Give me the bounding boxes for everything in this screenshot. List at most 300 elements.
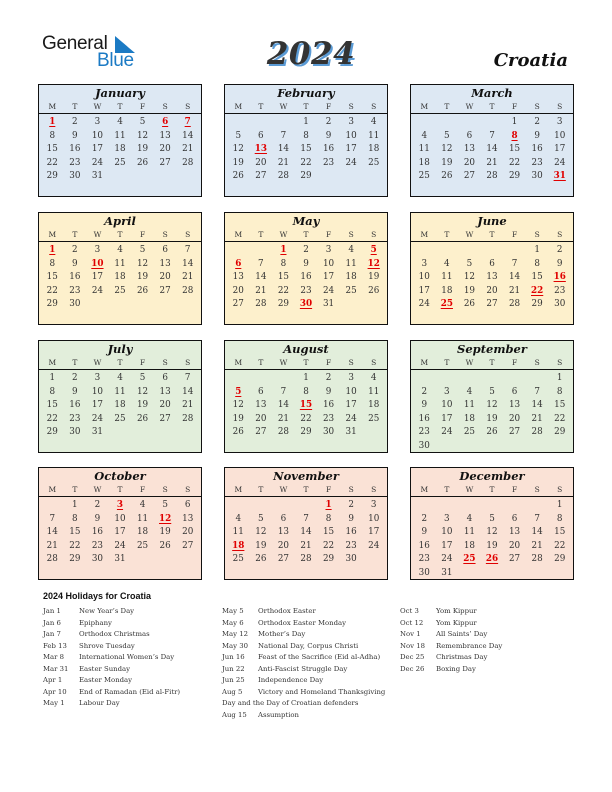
day: 10: [441, 527, 453, 538]
day: 9: [348, 513, 354, 524]
day: 19: [136, 272, 149, 283]
month-title: May: [292, 214, 320, 228]
day: 26: [255, 554, 267, 565]
day: 15: [69, 527, 81, 538]
holiday-day: 1: [280, 245, 287, 255]
weekday-label: M: [48, 485, 57, 494]
day: 23: [345, 540, 357, 551]
day-grid: [39, 242, 201, 312]
day: 25: [345, 285, 357, 296]
empty-cell: [250, 372, 273, 386]
empty-cell: [436, 116, 459, 130]
day: 22: [46, 157, 58, 168]
holiday-entry: [222, 618, 397, 630]
weekday-header-row: [225, 229, 387, 242]
day: 16: [69, 144, 81, 155]
day: 11: [441, 272, 453, 283]
day: 16: [69, 272, 81, 283]
month-title: November: [273, 469, 339, 483]
day: 6: [489, 258, 495, 269]
day: 7: [184, 245, 191, 255]
weekday-label: F: [511, 358, 518, 367]
day: 21: [255, 285, 267, 296]
day: 16: [69, 400, 81, 411]
weekday-label: F: [325, 485, 332, 494]
weekday-label: T: [258, 358, 264, 367]
holiday-name-continuation: Day and the Day of Croatian defenders: [222, 699, 359, 707]
holiday-day: 5: [235, 386, 242, 397]
day: 2: [325, 117, 332, 127]
logo-text-general: General: [42, 33, 108, 54]
day: 15: [300, 144, 312, 155]
day: 7: [184, 373, 191, 383]
day: 26: [368, 285, 380, 296]
day: 8: [49, 258, 56, 269]
weekday-label: M: [48, 102, 57, 111]
month-title: October: [94, 469, 146, 483]
holiday-name: Epiphany: [79, 618, 112, 627]
holiday-name: Victory and Homeland Thanksgiving: [258, 687, 386, 696]
day: 19: [486, 413, 498, 424]
day: 28: [300, 554, 312, 565]
day: 4: [117, 373, 123, 383]
day: 22: [322, 540, 335, 551]
empty-cell: [526, 499, 549, 513]
holiday-date: Jan 1: [43, 607, 61, 615]
day: 4: [117, 245, 123, 255]
day: 1: [556, 373, 563, 383]
day: 16: [531, 144, 543, 155]
day: 13: [182, 513, 194, 524]
day: 5: [162, 500, 168, 510]
empty-cell: [272, 499, 295, 513]
holiday-name: Assumption: [258, 710, 299, 719]
day: 19: [255, 540, 267, 551]
day: 8: [49, 386, 56, 397]
day: 24: [91, 413, 104, 424]
holiday-date: Mar 31: [43, 664, 69, 673]
day: 6: [162, 373, 168, 383]
day: 21: [277, 157, 290, 168]
empty-cell: [250, 244, 273, 258]
day: 20: [182, 527, 194, 538]
holidays-title: 2024 Holidays for Croatia: [43, 591, 152, 601]
day: 22: [46, 413, 58, 424]
day: 10: [554, 130, 566, 141]
holiday-entry: [222, 606, 397, 618]
month-title: August: [283, 342, 329, 356]
day: 31: [91, 171, 104, 182]
day: 11: [368, 386, 380, 397]
day: 8: [556, 513, 563, 524]
holiday-entry: [222, 664, 397, 676]
holiday-name: National Day, Corpus Christi: [258, 641, 359, 650]
weekday-label: M: [234, 102, 243, 111]
day: 3: [556, 117, 563, 127]
holiday-entry: [400, 606, 570, 618]
holiday-entry: [400, 629, 570, 641]
day: 1: [534, 245, 540, 255]
day: 21: [508, 285, 521, 296]
empty-cell: [272, 372, 295, 386]
day: 1: [49, 373, 56, 383]
holiday-day: 31: [553, 171, 566, 182]
day: 24: [368, 540, 380, 551]
weekday-header-row: [225, 101, 387, 114]
weekday-label: W: [465, 485, 474, 494]
general-blue-logo: [42, 33, 142, 73]
logo-text-blue: Blue: [97, 50, 134, 71]
holiday-date: Apr 1: [43, 676, 63, 684]
weekday-label: T: [72, 230, 78, 239]
day: 21: [486, 157, 498, 168]
day: 29: [300, 427, 312, 438]
day: 15: [322, 527, 335, 538]
day: 29: [69, 554, 81, 565]
holiday-column: [43, 606, 213, 710]
day: 14: [182, 386, 194, 397]
day: 23: [69, 413, 81, 424]
day: 23: [418, 554, 430, 565]
day: 17: [91, 272, 104, 283]
weekday-label: S: [348, 485, 354, 494]
day-grid: [411, 497, 573, 581]
day: 21: [531, 540, 543, 551]
day: 10: [91, 130, 104, 141]
empty-cell: [503, 499, 526, 513]
day: 30: [554, 299, 566, 310]
holiday-day: 5: [370, 245, 377, 255]
day: 14: [300, 527, 312, 538]
empty-cell: [413, 372, 436, 386]
day: 30: [322, 427, 335, 438]
holiday-entry: [43, 687, 213, 699]
day: 29: [531, 299, 543, 310]
weekday-label: S: [534, 485, 540, 494]
holiday-name: Labour Day: [79, 699, 120, 707]
holiday-name: Feast of the Sacrifice (Eid al-Adha): [258, 653, 381, 661]
day: 18: [345, 272, 357, 283]
day: 13: [232, 272, 244, 283]
day: 22: [300, 157, 312, 168]
weekday-label: W: [279, 358, 288, 367]
holiday-entry: [222, 652, 397, 664]
day: 7: [280, 130, 287, 141]
day: 6: [258, 130, 264, 141]
day: 5: [139, 117, 146, 127]
day: 25: [114, 413, 126, 424]
weekday-label: T: [303, 230, 309, 239]
day: 2: [72, 373, 78, 383]
day: 21: [531, 413, 543, 424]
day: 23: [554, 285, 566, 296]
empty-cell: [526, 372, 549, 386]
day: 24: [91, 285, 104, 296]
weekday-header-row: [225, 357, 387, 370]
holiday-entry: [43, 606, 213, 618]
day: 12: [136, 258, 149, 269]
day: 8: [280, 258, 287, 269]
day: 18: [136, 527, 149, 538]
weekday-header-row: [39, 101, 201, 114]
holiday-entry: [222, 629, 397, 641]
weekday-header-row: [39, 229, 201, 242]
day: 12: [255, 527, 267, 538]
day: 22: [554, 540, 566, 551]
day: 12: [136, 386, 149, 397]
day: 13: [508, 400, 521, 411]
weekday-label: T: [303, 358, 309, 367]
weekday-label: S: [162, 358, 168, 367]
weekday-label: T: [72, 102, 78, 111]
holiday-name: Orthodox Christmas: [79, 630, 150, 638]
day: 11: [136, 513, 149, 524]
weekday-label: W: [279, 485, 288, 494]
weekday-label: S: [371, 485, 377, 494]
day: 22: [300, 413, 312, 424]
holiday-entry: [400, 641, 570, 653]
day: 6: [511, 513, 518, 524]
day: 1: [303, 117, 309, 127]
holiday-day: 25: [440, 299, 453, 310]
empty-cell: [458, 372, 481, 386]
empty-cell: [503, 372, 526, 386]
weekday-label: F: [139, 230, 146, 239]
empty-cell: [413, 244, 436, 258]
weekday-label: T: [489, 102, 495, 111]
holiday-day: 16: [553, 272, 566, 283]
day: 13: [159, 130, 171, 141]
day-grid: [39, 370, 201, 440]
day: 6: [184, 500, 191, 510]
holiday-day: 13: [254, 144, 267, 155]
month-november: [224, 467, 388, 580]
day: 26: [463, 299, 476, 310]
holiday-day: 8: [511, 130, 518, 141]
day: 17: [441, 540, 453, 551]
day: 30: [69, 171, 81, 182]
day: 15: [554, 400, 566, 411]
day: 15: [531, 272, 543, 283]
day: 26: [159, 540, 171, 551]
day-grid: [411, 114, 573, 184]
weekday-label: T: [72, 485, 78, 494]
empty-cell: [481, 372, 504, 386]
month-title: September: [457, 342, 527, 356]
empty-cell: [458, 116, 481, 130]
holiday-name: Independence Day: [258, 676, 324, 684]
day: 8: [303, 386, 309, 397]
weekday-label: S: [371, 358, 377, 367]
day: 17: [322, 272, 335, 283]
weekday-label: S: [348, 358, 354, 367]
weekday-label: W: [279, 102, 288, 111]
empty-cell: [250, 116, 273, 130]
holiday-date: Nov 18: [400, 641, 426, 650]
day: 17: [345, 144, 357, 155]
holiday-entry: [43, 641, 213, 653]
day: 3: [348, 117, 354, 127]
holiday-entry: [43, 675, 213, 687]
holiday-day: 25: [463, 554, 476, 565]
weekday-label: M: [420, 230, 429, 239]
day: 11: [463, 400, 476, 411]
day: 10: [441, 400, 453, 411]
day: 15: [554, 527, 566, 538]
day: 27: [463, 171, 476, 182]
day: 8: [556, 386, 563, 397]
month-title: April: [104, 214, 136, 228]
day: 1: [303, 373, 309, 383]
weekday-header-row: [39, 484, 201, 497]
holiday-name: Yom Kippur: [436, 618, 477, 627]
day: 28: [46, 554, 58, 565]
day: 31: [114, 554, 126, 565]
holiday-day: 3: [116, 500, 124, 510]
day: 2: [303, 245, 309, 255]
day: 27: [277, 554, 290, 565]
day: 10: [114, 513, 126, 524]
holiday-name: Yom Kippur: [436, 607, 477, 615]
day: 4: [466, 513, 473, 524]
day: 13: [277, 527, 290, 538]
day: 14: [277, 144, 290, 155]
day: 28: [182, 285, 194, 296]
day: 22: [554, 413, 566, 424]
day: 10: [418, 272, 430, 283]
holiday-day: 1: [49, 245, 56, 255]
day: 13: [159, 386, 171, 397]
day: 9: [72, 258, 78, 269]
day: 3: [370, 500, 377, 510]
day: 27: [486, 299, 498, 310]
holiday-name: Remembrance Day: [436, 641, 503, 650]
empty-cell: [272, 116, 295, 130]
day: 18: [418, 157, 430, 168]
weekday-header-row: [39, 357, 201, 370]
weekday-label: S: [162, 230, 168, 239]
day: 18: [441, 285, 453, 296]
weekday-header-row: [225, 484, 387, 497]
day: 10: [345, 130, 357, 141]
holiday-name: Christmas Day: [436, 653, 488, 661]
holiday-entry: [43, 652, 213, 664]
day: 17: [345, 400, 357, 411]
weekday-label: S: [162, 485, 168, 494]
empty-cell: [413, 116, 436, 130]
day: 27: [159, 413, 171, 424]
day: 29: [554, 554, 566, 565]
holiday-date: Oct 3: [400, 607, 419, 615]
day: 25: [418, 171, 430, 182]
day: 27: [182, 540, 194, 551]
weekday-label: S: [557, 102, 563, 111]
day: 19: [463, 285, 476, 296]
weekday-header-row: [411, 229, 573, 242]
day: 21: [182, 144, 194, 155]
day: 9: [72, 386, 78, 397]
day: 30: [69, 299, 81, 310]
empty-cell: [458, 244, 481, 258]
month-december: [410, 467, 574, 580]
day: 29: [322, 554, 335, 565]
day: 5: [466, 258, 473, 269]
day: 7: [511, 258, 518, 269]
day: 19: [486, 540, 498, 551]
day: 3: [94, 373, 101, 383]
day: 22: [508, 157, 521, 168]
day: 7: [303, 513, 309, 524]
holiday-day: 12: [367, 258, 380, 269]
weekday-label: S: [348, 230, 354, 239]
day: 20: [508, 413, 521, 424]
day: 31: [441, 567, 453, 578]
holiday-name: Boxing Day: [436, 664, 476, 673]
weekday-label: F: [325, 102, 332, 111]
day: 20: [508, 540, 521, 551]
weekday-label: T: [489, 230, 495, 239]
holiday-entry: [43, 618, 213, 630]
holiday-name: Shrove Tuesday: [79, 641, 135, 650]
holiday-date: Jan 6: [43, 618, 61, 627]
day: 5: [444, 130, 450, 141]
weekday-label: M: [48, 358, 57, 367]
day: 9: [421, 527, 428, 538]
weekday-label: T: [117, 102, 123, 111]
day: 16: [322, 400, 335, 411]
day: 14: [531, 527, 543, 538]
weekday-label: F: [511, 230, 518, 239]
weekday-label: M: [234, 485, 243, 494]
day: 4: [466, 386, 473, 397]
weekday-label: T: [117, 358, 123, 367]
day: 27: [255, 427, 267, 438]
holiday-name: End of Ramadan (Eid al-Fitr): [79, 687, 181, 696]
country-title: Croatia: [493, 50, 568, 71]
day: 7: [534, 386, 540, 397]
day: 28: [277, 427, 290, 438]
day: 4: [421, 130, 428, 141]
day: 9: [94, 513, 101, 524]
day: 23: [300, 285, 312, 296]
day: 28: [531, 554, 543, 565]
weekday-label: F: [511, 485, 518, 494]
day: 6: [280, 513, 287, 524]
holiday-day: 7: [184, 117, 191, 127]
weekday-label: W: [279, 230, 288, 239]
day: 25: [114, 157, 126, 168]
day: 7: [534, 513, 540, 524]
holiday-date: Oct 12: [400, 618, 424, 627]
day: 19: [136, 144, 149, 155]
day: 14: [46, 527, 58, 538]
month-title: July: [107, 342, 133, 356]
holiday-day: 6: [235, 258, 242, 269]
empty-cell: [227, 116, 250, 130]
day: 19: [232, 413, 244, 424]
weekday-label: F: [139, 485, 146, 494]
day: 5: [235, 130, 242, 141]
day: 20: [463, 157, 476, 168]
day: 12: [463, 272, 476, 283]
month-title: December: [459, 469, 525, 483]
weekday-label: F: [139, 358, 146, 367]
weekday-label: M: [420, 358, 429, 367]
weekday-label: F: [325, 230, 332, 239]
holiday-date: Jun 25: [222, 676, 245, 684]
holiday-entry: [222, 641, 397, 653]
holiday-day: 12: [159, 513, 172, 524]
